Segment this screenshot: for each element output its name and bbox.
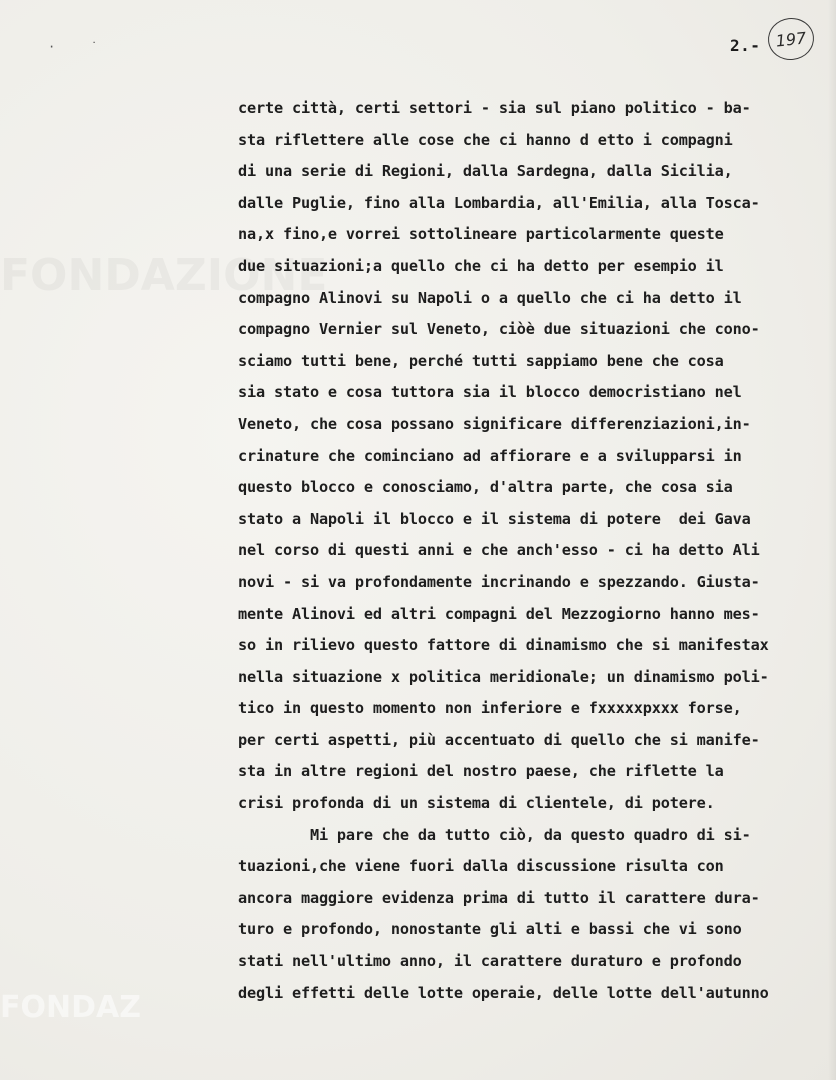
text-line: stati nell'ultimo anno, il carattere duraturo e profondo [238,952,742,971]
text-line: per certi aspetti, più accentuato di quello che si manife- [238,730,760,749]
text-line: na,x fino,e vorrei sottolineare particolarmente queste [238,225,724,244]
text-line: compagno Vernier sul Veneto, ciòè due situazioni che cono- [238,320,760,339]
text-line: crinature che cominciano ad affiorare e a svilupparsi in [238,446,742,465]
text-line: sciamo tutti bene, perché tutti sappiamo bene che cosa [238,351,724,370]
archive-watermark: FONDAZIONE [0,250,328,301]
text-line: nel corso di questi anni e che anch'esso - ci ha detto Ali [238,541,760,560]
text-line: due situazioni;a quello che ci ha detto per esempio il [238,256,724,275]
paper-specks: · ˙ [48,40,112,54]
text-line: ancora maggiore evidenza prima di tutto il carattere dura- [238,888,760,907]
page-number: 2.- [730,36,761,55]
text-line: di una serie di Regioni, dalla Sardegna, dalla Sicilia, [238,162,733,181]
text-line: tico in questo momento non inferiore e fxxxxxpxxx forse, [238,699,742,718]
page-edge-shadow [828,0,836,1080]
text-line: compagno Alinovi su Napoli o a quello che ci ha detto il [238,288,742,307]
text-line: nella situazione x politica meridionale; un dinamismo poli- [238,667,769,686]
text-line: sta in altre regioni del nostro paese, che riflette la [238,762,724,781]
text-line: stato a Napoli il blocco e il sistema di potere dei Gava [238,509,751,528]
text-line: mente Alinovi ed altri compagni del Mezzogiorno hanno mes- [238,604,760,623]
text-line: turo e profondo, nonostante gli alti e bassi che vi sono [238,920,742,939]
text-line: questo blocco e conosciamo, d'altra parte, che cosa sia [238,478,733,497]
text-line: certe città, certi settori - sia sul piano politico - ba- [238,99,751,117]
text-line: Mi pare che da tutto ciò, da questo quadro di si- [238,825,751,844]
text-line: so in rilievo questo fattore di dinamismo che si manifestax [238,636,769,655]
folio-stamp: 197 [766,16,816,63]
text-line: sia stato e cosa tuttora sia il blocco democristiano nel [238,383,742,402]
text-line: dalle Puglie, fino alla Lombardia, all'Emilia, alla Tosca- [238,193,760,212]
text-line: crisi profonda di un sistema di clientele, di potere. [238,794,715,813]
archive-watermark-bottom: FONDAZ [0,990,141,1025]
text-line: degli effetti delle lotte operaie, delle lotte dell'autunno [238,983,769,1002]
text-line: Veneto, che cosa possano significare differenziazioni,in- [238,414,751,433]
text-line: tuazioni,che viene fuori dalla discussione risulta con [238,857,724,876]
typed-body-text [238,93,828,1009]
text-line: sta riflettere alle cose che ci hanno d etto i compagni [238,130,733,149]
text-line: novi - si va profondamente incrinando e spezzando. Giusta- [238,572,760,591]
